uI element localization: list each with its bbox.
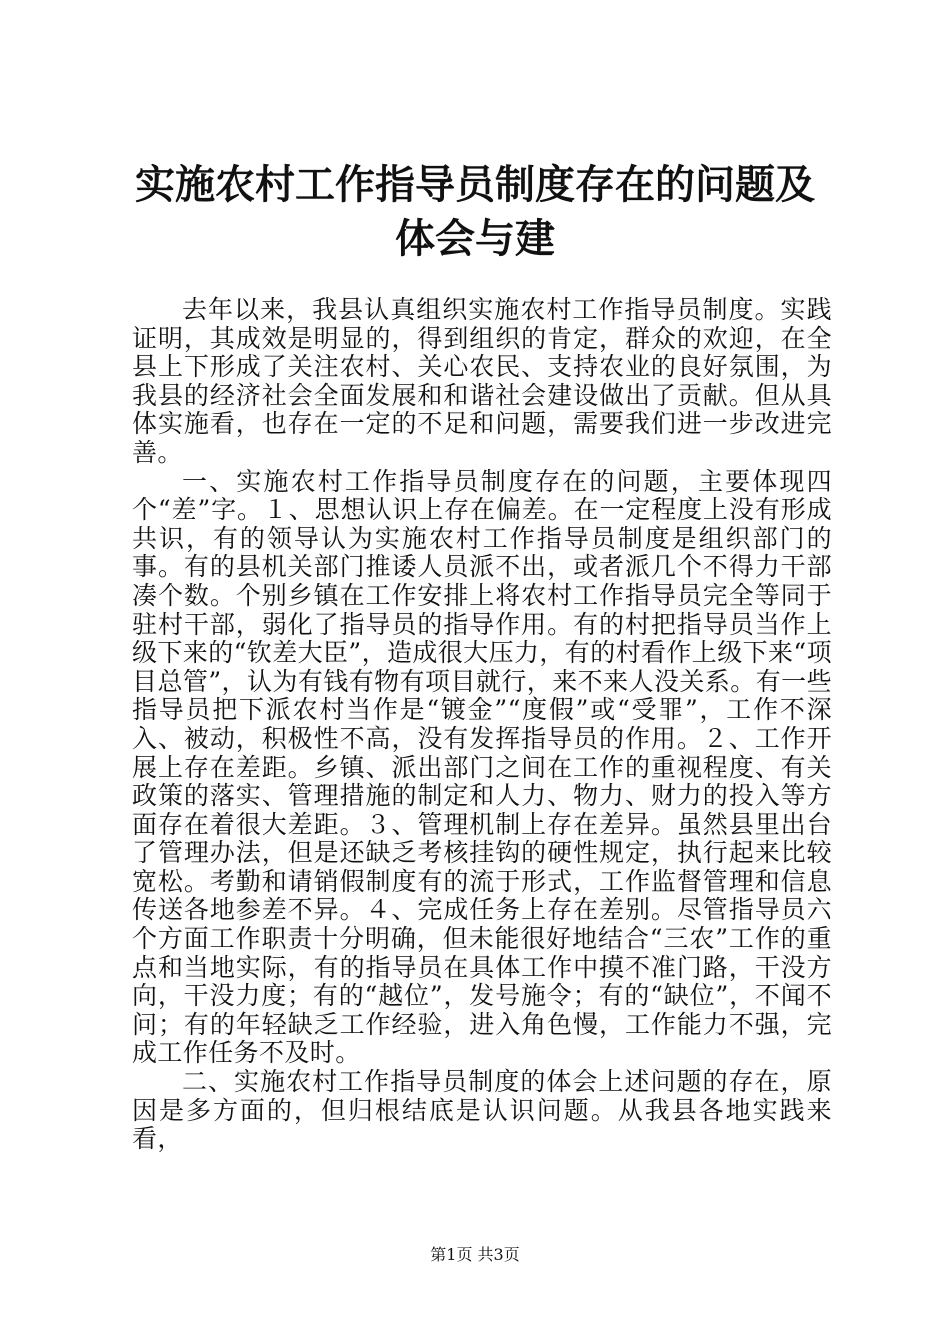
page-number-footer: 第1页 共3页	[430, 1245, 520, 1264]
paragraph-experience: 二、实施农村工作指导员制度的体会上述问题的存在，原因是多方面的，但归根结底是认识问题。从我县各地实践来看，	[132, 1067, 832, 1154]
document-body	[132, 296, 832, 1154]
paragraph-intro: 去年以来，我县认真组织实施农村工作指导员制度。实践证明，其成效是明显的，得到组织的肯定，群众的欢迎，在全县上下形成了关注农村、关心农民、支持农业的良好氛围，为我县的经济社会全面发展和和谐社会建设做出了贡献。但从具体实施看，也存在一定的不足和问题，需要我们进一步改进完善。	[132, 295, 832, 467]
paragraph-problems: 一、实施农村工作指导员制度存在的问题，主要体现四个“差”字。１、思想认识上存在偏差。在一定程度上没有形成共识，有的领导认为实施农村工作指导员制度是组织部门的事。有的县机关部门推诿人员派不出，或者派几个不得力干部凑个数。个别乡镇在工作安排上将农村工作指导员完全等同于驻村干部，弱化了指导员的指导作用。有的村把指导员当作上级下来的“钦差大臣”，造成很大压力，有的村看作上级下来“项目总管”，认为有钱有物有项目就行，来不来人没关系。有一些指导员把下派农村当作是“镀金”“度假”或“受罪”，工作不深入、被动，积极性不高，没有发挥指导员的作用。２、工作开展上存在差距。乡镇、派出部门之间在工作的重视程度、有关政策的落实、管理措施的制定和人力、物力、财力的投入等方面存在着很大差距。３、管理机制上存在差异。虽然县里出台了管理办法，但是还缺乏考核挂钩的硬性规定，执行起来比较宽松。考勤和请销假制度有的流于形式，工作监督管理和信息传送各地参差不异。４、完成任务上存在差别。尽管指导员六个方面工作职责十分明确，但未能很好地结合“三农”工作的重点和当地实际，有的指导员在具体工作中摸不准门路，干没方向，干没力度；有的“越位”，发号施令；有的“缺位”，不闻不问；有的年轻缺乏工作经验，进入角色慢，工作能力不强，完成工作任务不及时。	[132, 466, 832, 1068]
document-title: 实施农村工作指导员制度存在的问题及体会与建	[135, 161, 815, 262]
